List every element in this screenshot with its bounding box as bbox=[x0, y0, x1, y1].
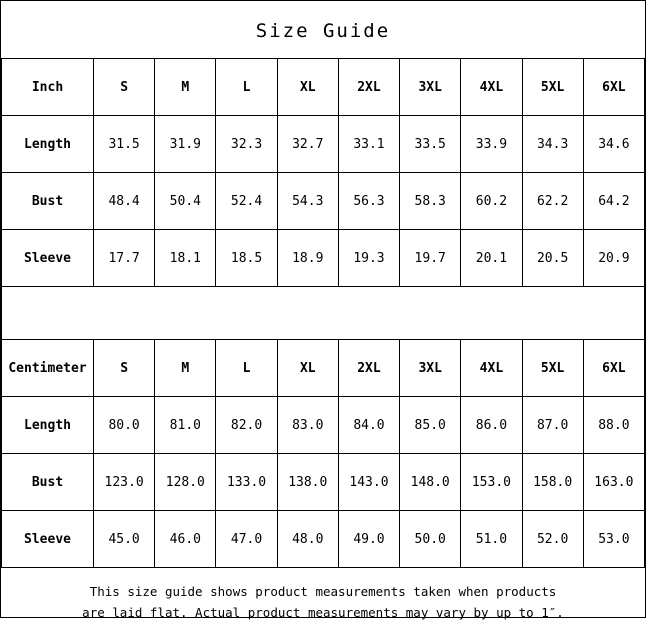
table-cell: 50.4 bbox=[155, 173, 216, 230]
table-row bbox=[2, 116, 645, 173]
size-table-centimeter bbox=[1, 339, 645, 568]
table-cell: 20.1 bbox=[461, 230, 522, 287]
table-row bbox=[2, 173, 645, 230]
table-cell: 32.3 bbox=[216, 116, 277, 173]
table-cell: 88.0 bbox=[583, 397, 644, 454]
table-cell: 47.0 bbox=[216, 511, 277, 568]
footnote-line-1: This size guide shows product measurements taken when products bbox=[89, 584, 557, 599]
table-cell: 163.0 bbox=[583, 454, 644, 511]
table-cell: 64.2 bbox=[583, 173, 644, 230]
column-header: 2XL bbox=[338, 59, 399, 116]
table-cell: 33.1 bbox=[338, 116, 399, 173]
footnote-line-2: are laid flat. Actual product measurements may vary by up to 1″. bbox=[82, 604, 564, 620]
table-cell: 53.0 bbox=[583, 511, 644, 568]
column-header: 4XL bbox=[461, 340, 522, 397]
footnote bbox=[1, 568, 645, 623]
table-row bbox=[2, 454, 645, 511]
table-cell: 50.0 bbox=[400, 511, 461, 568]
table-cell: 85.0 bbox=[400, 397, 461, 454]
table-cell: 87.0 bbox=[522, 397, 583, 454]
table-cell: 54.3 bbox=[277, 173, 338, 230]
table-cell: 33.5 bbox=[400, 116, 461, 173]
table-cell: 148.0 bbox=[400, 454, 461, 511]
table-cell: 153.0 bbox=[461, 454, 522, 511]
column-header: XL bbox=[277, 340, 338, 397]
table-cell: 34.3 bbox=[522, 116, 583, 173]
table-row bbox=[2, 397, 645, 454]
row-label: Sleeve bbox=[2, 511, 94, 568]
table-cell: 52.4 bbox=[216, 173, 277, 230]
row-label: Bust bbox=[2, 454, 94, 511]
row-label: Bust bbox=[2, 173, 94, 230]
column-header: S bbox=[94, 59, 155, 116]
table-cell: 19.7 bbox=[400, 230, 461, 287]
table-cell: 17.7 bbox=[94, 230, 155, 287]
table-cell: 32.7 bbox=[277, 116, 338, 173]
row-label: Length bbox=[2, 116, 94, 173]
table-cell: 33.9 bbox=[461, 116, 522, 173]
column-header: XL bbox=[277, 59, 338, 116]
column-header: 6XL bbox=[583, 340, 644, 397]
table-cell: 19.3 bbox=[338, 230, 399, 287]
table-cell: 49.0 bbox=[338, 511, 399, 568]
table-header-row bbox=[2, 59, 645, 116]
column-header: S bbox=[94, 340, 155, 397]
table-cell: 123.0 bbox=[94, 454, 155, 511]
table-cell: 56.3 bbox=[338, 173, 399, 230]
table-row bbox=[2, 230, 645, 287]
table-cell: 81.0 bbox=[155, 397, 216, 454]
column-header: L bbox=[216, 59, 277, 116]
table-row bbox=[2, 511, 645, 568]
size-table-inch bbox=[1, 58, 645, 287]
table-cell: 58.3 bbox=[400, 173, 461, 230]
column-header: 6XL bbox=[583, 59, 644, 116]
table-cell: 20.9 bbox=[583, 230, 644, 287]
table-separator bbox=[1, 287, 645, 339]
table-cell: 18.5 bbox=[216, 230, 277, 287]
unit-label-inch: Inch bbox=[2, 59, 94, 116]
table-cell: 133.0 bbox=[216, 454, 277, 511]
column-header: 5XL bbox=[522, 59, 583, 116]
column-header: 2XL bbox=[338, 340, 399, 397]
table-cell: 45.0 bbox=[94, 511, 155, 568]
column-header: 3XL bbox=[400, 340, 461, 397]
table-cell: 138.0 bbox=[277, 454, 338, 511]
column-header: 4XL bbox=[461, 59, 522, 116]
table-cell: 20.5 bbox=[522, 230, 583, 287]
table-cell: 158.0 bbox=[522, 454, 583, 511]
column-header: 5XL bbox=[522, 340, 583, 397]
table-cell: 62.2 bbox=[522, 173, 583, 230]
table-cell: 86.0 bbox=[461, 397, 522, 454]
row-label: Sleeve bbox=[2, 230, 94, 287]
column-header: 3XL bbox=[400, 59, 461, 116]
table-cell: 52.0 bbox=[522, 511, 583, 568]
unit-label-centimeter: Centimeter bbox=[2, 340, 94, 397]
table-cell: 48.4 bbox=[94, 173, 155, 230]
table-cell: 84.0 bbox=[338, 397, 399, 454]
column-header: L bbox=[216, 340, 277, 397]
table-cell: 31.5 bbox=[94, 116, 155, 173]
table-cell: 48.0 bbox=[277, 511, 338, 568]
table-cell: 46.0 bbox=[155, 511, 216, 568]
column-header: M bbox=[155, 59, 216, 116]
table-cell: 128.0 bbox=[155, 454, 216, 511]
table-cell: 51.0 bbox=[461, 511, 522, 568]
table-cell: 143.0 bbox=[338, 454, 399, 511]
column-header: M bbox=[155, 340, 216, 397]
table-cell: 18.1 bbox=[155, 230, 216, 287]
table-cell: 60.2 bbox=[461, 173, 522, 230]
table-header-row bbox=[2, 340, 645, 397]
table-cell: 31.9 bbox=[155, 116, 216, 173]
table-cell: 18.9 bbox=[277, 230, 338, 287]
table-cell: 83.0 bbox=[277, 397, 338, 454]
row-label: Length bbox=[2, 397, 94, 454]
table-cell: 82.0 bbox=[216, 397, 277, 454]
table-cell: 34.6 bbox=[583, 116, 644, 173]
page-title: Size Guide bbox=[255, 20, 391, 42]
table-cell: 80.0 bbox=[94, 397, 155, 454]
